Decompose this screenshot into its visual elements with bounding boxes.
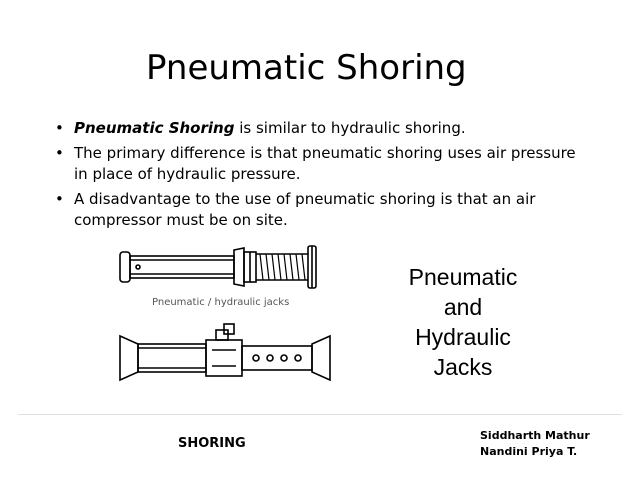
side-label-line: Hydraulic (415, 324, 511, 350)
bullet-emphasis: Pneumatic Shoring (74, 119, 235, 137)
bullet-item (52, 118, 592, 139)
jacks-illustration (108, 240, 358, 390)
side-label (388, 262, 538, 382)
bullet-dot: • (55, 144, 64, 162)
bullet-item (52, 189, 592, 229)
bullet-text: The primary difference is that pneumatic shoring uses air pressure in place of hydraulic pressure. (74, 144, 576, 183)
bullet-list (52, 118, 592, 229)
screw-jack-drawing (120, 246, 316, 288)
figure-caption: Pneumatic / hydraulic jacks (152, 297, 290, 308)
side-label-line: Jacks (433, 354, 493, 380)
bullet-text: A disadvantage to the use of pneumatic shoring is that an air compressor must be on site. (74, 190, 536, 229)
bullet-text: is similar to hydraulic shoring. (234, 119, 466, 137)
footer-authors (480, 428, 590, 460)
author-name: Nandini Priya T. (480, 445, 578, 458)
side-label-line: and (443, 294, 483, 320)
side-label-line: Pneumatic (408, 264, 518, 290)
slide-title: Pneumatic Shoring (146, 48, 467, 88)
footer-topic: SHORING (178, 436, 246, 451)
bullet-item (52, 143, 592, 185)
bullet-dot: • (55, 119, 64, 137)
bullet-dot: • (55, 190, 64, 208)
footer-divider (18, 414, 622, 415)
pneumatic-jack-drawing (120, 324, 330, 380)
author-name: Siddharth Mathur (480, 429, 590, 442)
